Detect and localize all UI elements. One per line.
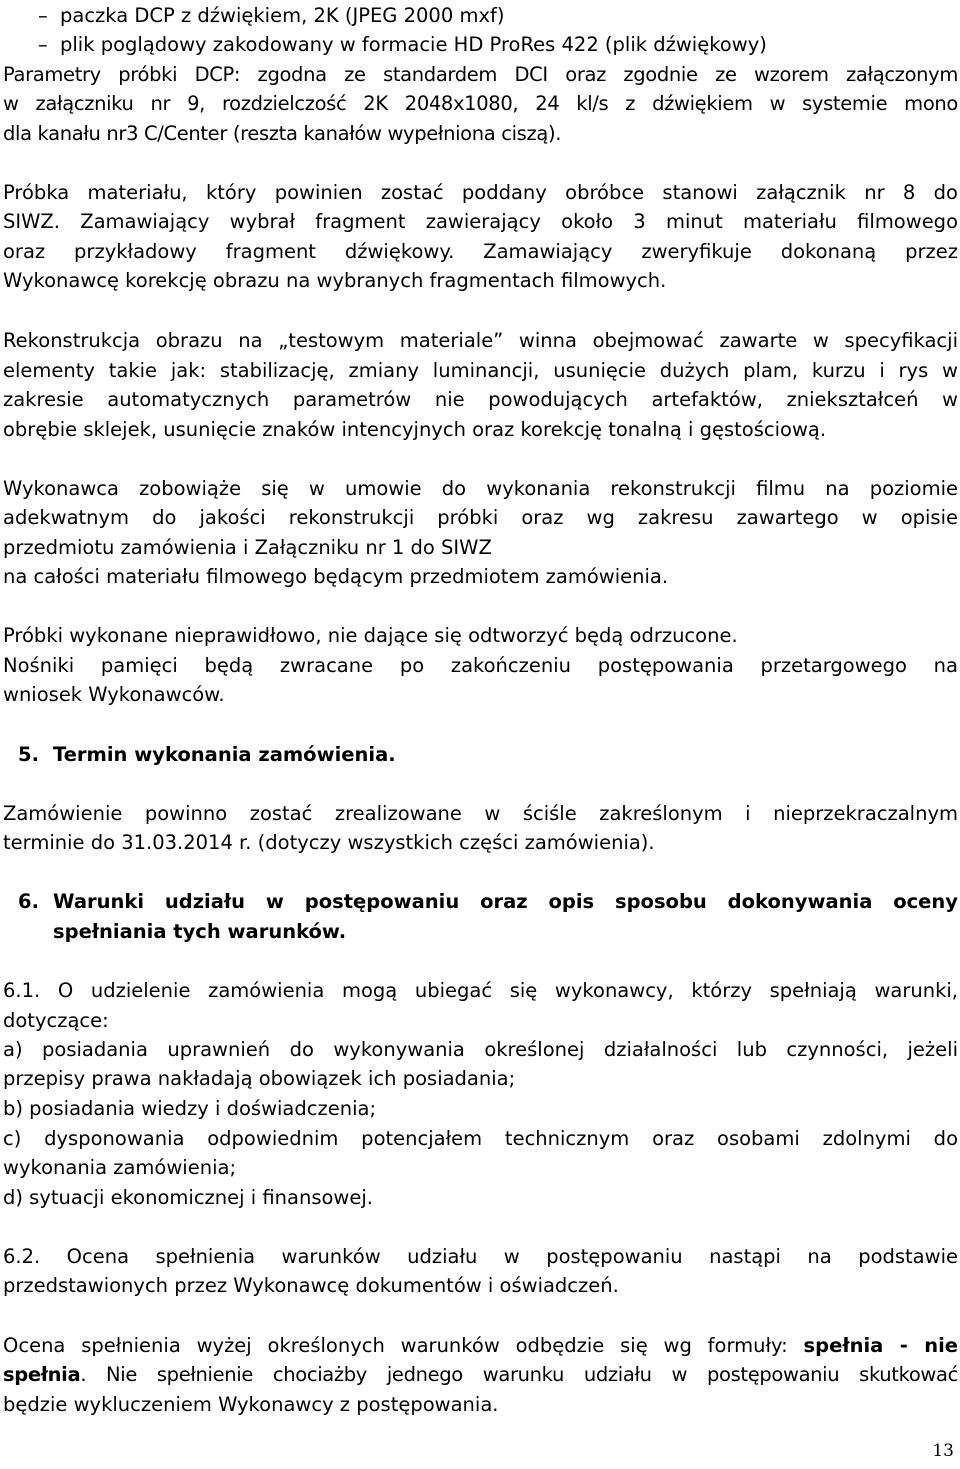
- text-line: Próbka materiału, który powinien zostać poddany obróbce stanowi załącznik nr 8 do: [3, 181, 958, 204]
- text-line: Wykonawcę korekcję obrazu na wybranych fragmentach filmowych.: [3, 269, 667, 292]
- text-line: obrębie sklejek, usunięcie znaków intencyjnych oraz korekcję tonalną i gęstościową.: [3, 418, 827, 441]
- text-line: b) posiadania wiedzy i doświadczenia;: [3, 1097, 377, 1120]
- dash-bullet: –: [38, 33, 48, 56]
- text-line: na całości materiału filmowego będącym przedmiotem zamówienia.: [3, 565, 669, 588]
- text-line: Próbki wykonane nieprawidłowo, nie dające się odtworzyć będą odrzucone.: [3, 624, 738, 647]
- section-title-continued: spełniania tych warunków.: [53, 920, 347, 943]
- text-line: zakresie automatycznych parametrów nie powodujących artefaktów, zniekształceń w: [3, 388, 958, 411]
- text-line: dla kanału nr3 C/Center (reszta kanałów wypełniona ciszą).: [3, 122, 562, 145]
- text-line: terminie do 31.03.2014 r. (dotyczy wszystkich części zamówienia).: [3, 831, 655, 854]
- text-line: a) posiadania uprawnień do wykonywania określonej działalności lub czynności, jeżeli: [3, 1038, 958, 1061]
- text-line: wniosek Wykonawców.: [3, 683, 225, 706]
- text-line: Parametry próbki DCP: zgodna ze standardem DCI oraz zgodnie ze wzorem załączonym: [3, 63, 958, 86]
- text-line: Zamówienie powinno zostać zrealizowane w ściśle zakreślonym i nieprzekraczalnym: [3, 802, 958, 825]
- text-line: adekwatnym do jakości rekonstrukcji próbki oraz wg zakresu zawartego w opisie: [3, 506, 958, 529]
- formula-emphasis: spełnia: [3, 1363, 81, 1386]
- text-line: Nośniki pamięci będą zwracane po zakończeniu postępowania przetargowego na: [3, 654, 958, 677]
- text-line: przepisy prawa nakładają obowiązek ich posiadania;: [3, 1067, 516, 1090]
- list-item-preview-file: – plik poglądowy zakodowany w formacie HD ProRes 422 (plik dźwiękowy): [38, 30, 938, 59]
- text-line: wykonania zamówienia;: [3, 1156, 237, 1179]
- text-line: w załączniku nr 9, rozdzielczość 2K 2048x1080, 24 kl/s z dźwiękiem w systemie mono: [3, 92, 958, 115]
- text-line: spełnia. Nie spełnienie chociażby jednego warunku udziału w postępowaniu skutkować: [3, 1363, 958, 1386]
- page-number: 13: [932, 1441, 954, 1461]
- text-line: elementy takie jak: stabilizację, zmiany luminancji, usunięcie dużych plam, kurzu i rys w: [3, 359, 958, 382]
- section-number: 6.: [18, 890, 39, 913]
- text-line: c) dysponowania odpowiednim potencjałem technicznym oraz osobami zdolnymi do: [3, 1127, 958, 1150]
- text-line: będzie wykluczeniem Wykonawcy z postępowania.: [3, 1393, 499, 1416]
- text-line: przedmiotu zamówienia i Załączniku nr 1 do SIWZ: [3, 536, 492, 559]
- text-line: oraz przykładowy fragment dźwiękowy. Zamawiający zweryfikuje dokonaną przez: [3, 240, 958, 263]
- section-title: Termin wykonania zamówienia.: [53, 743, 396, 766]
- text-line: SIWZ. Zamawiający wybrał fragment zawierający około 3 minut materiału filmowego: [3, 210, 958, 233]
- text-line: Rekonstrukcja obrazu na „testowym materiale” winna obejmować zawarte w specyfikacji: [3, 329, 958, 352]
- text-line: przedstawionych przez Wykonawcę dokumentów i oświadczeń.: [3, 1274, 619, 1297]
- list-item-dcp-package: – paczka DCP z dźwiękiem, 2K (JPEG 2000 mxf): [38, 1, 938, 30]
- text-line: d) sytuacji ekonomicznej i finansowej.: [3, 1186, 373, 1209]
- dash-bullet: –: [38, 4, 48, 27]
- text-line: Wykonawca zobowiąże się w umowie do wykonania rekonstrukcji filmu na poziomie: [3, 477, 958, 500]
- section-number: 5.: [18, 743, 39, 766]
- text-line: Ocena spełnienia wyżej określonych warunków odbędzie się wg formuły: spełnia - nie: [3, 1334, 958, 1357]
- section-heading-5: [18, 740, 960, 769]
- section-heading-6: [18, 887, 958, 916]
- text-line: 6.2. Ocena spełnienia warunków udziału w postępowaniu nastąpi na podstawie: [3, 1245, 958, 1268]
- section-title: Warunki udziału w postępowaniu oraz opis sposobu dokonywania oceny: [53, 890, 958, 913]
- text-line: 6.1. O udzielenie zamówienia mogą ubiegać się wykonawcy, którzy spełniają warunki,: [3, 979, 958, 1002]
- text-line: dotyczące:: [3, 1009, 109, 1032]
- formula-emphasis: spełnia - nie: [803, 1334, 958, 1357]
